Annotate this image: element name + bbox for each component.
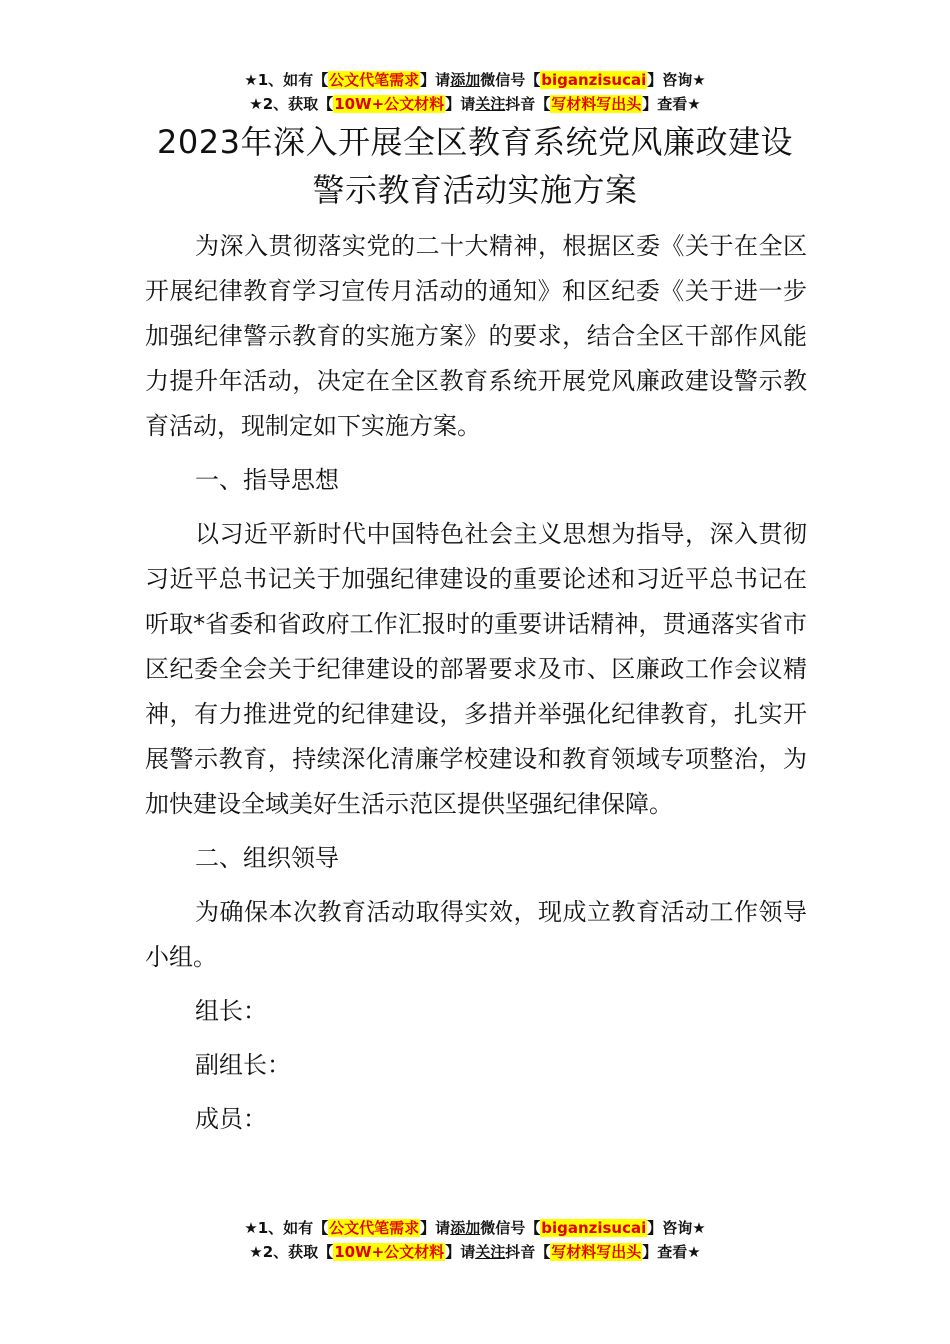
document-body — [145, 224, 807, 1151]
deputy-leader-field: 副组长： — [195, 1051, 291, 1079]
banner-highlight: 写材料写出头 — [551, 1243, 642, 1261]
banner-highlight: 公文代笔需求 — [329, 71, 420, 89]
banner-line-1: ★1、如有【公文代笔需求】请添加微信号【biganzisucai】咨询★ — [244, 1219, 706, 1237]
section-heading-organization: 二、组织领导 — [195, 844, 339, 872]
leader-field: 组长： — [195, 997, 267, 1025]
title-line-2: 警示教育活动实施方案 — [312, 171, 638, 209]
banner-highlight: 公文代笔需求 — [329, 1219, 420, 1237]
header-banner — [0, 68, 950, 116]
banner-highlight: 写材料写出头 — [551, 95, 642, 113]
organization-paragraph: 为确保本次教育活动取得实效，现成立教育活动工作领导小组。 — [145, 898, 807, 971]
members-field: 成员： — [195, 1105, 267, 1133]
banner-highlight: 10W+公文材料 — [334, 1243, 445, 1261]
document-title — [0, 118, 950, 214]
intro-paragraph: 为深入贯彻落实党的二十大精神，根据区委《关于在全区开展纪律教育学习宣传月活动的通知》和区纪委《关于进一步加强纪律警示教育的实施方案》的要求，结合全区干部作风能力提升年活动，决定在全区教育系统开展党风廉政建设警示教育活动，现制定如下实施方案。 — [145, 232, 807, 440]
banner-line-2: ★2、获取【10W+公文材料】请关注抖音【写材料写出头】查看★ — [249, 1243, 701, 1261]
title-line-1: 2023年深入开展全区教育系统党风廉政建设 — [157, 123, 793, 161]
guiding-ideology-paragraph: 以习近平新时代中国特色社会主义思想为指导，深入贯彻习近平总书记关于加强纪律建设的重要论述和习近平总书记在听取*省委和省政府工作汇报时的重要讲话精神，贯通落实省市区纪委全会关于纪律建设的部署要求及市、区廉政工作会议精神，有力推进党的纪律建设，多措并举强化纪律教育，扎实开展警示教育，持续深化清廉学校建设和教育领域专项整治，为加快建设全域美好生活示范区提供坚强纪律保障。 — [145, 520, 807, 818]
banner-highlight: 10W+公文材料 — [334, 95, 445, 113]
banner-highlight: biganzisucai — [541, 1219, 647, 1237]
banner-line-1: ★1、如有【公文代笔需求】请添加微信号【biganzisucai】咨询★ — [244, 71, 706, 89]
banner-line-2: ★2、获取【10W+公文材料】请关注抖音【写材料写出头】查看★ — [249, 95, 701, 113]
section-heading-guiding-ideology: 一、指导思想 — [195, 466, 339, 494]
banner-highlight: biganzisucai — [541, 71, 647, 89]
footer-banner — [0, 1216, 950, 1264]
